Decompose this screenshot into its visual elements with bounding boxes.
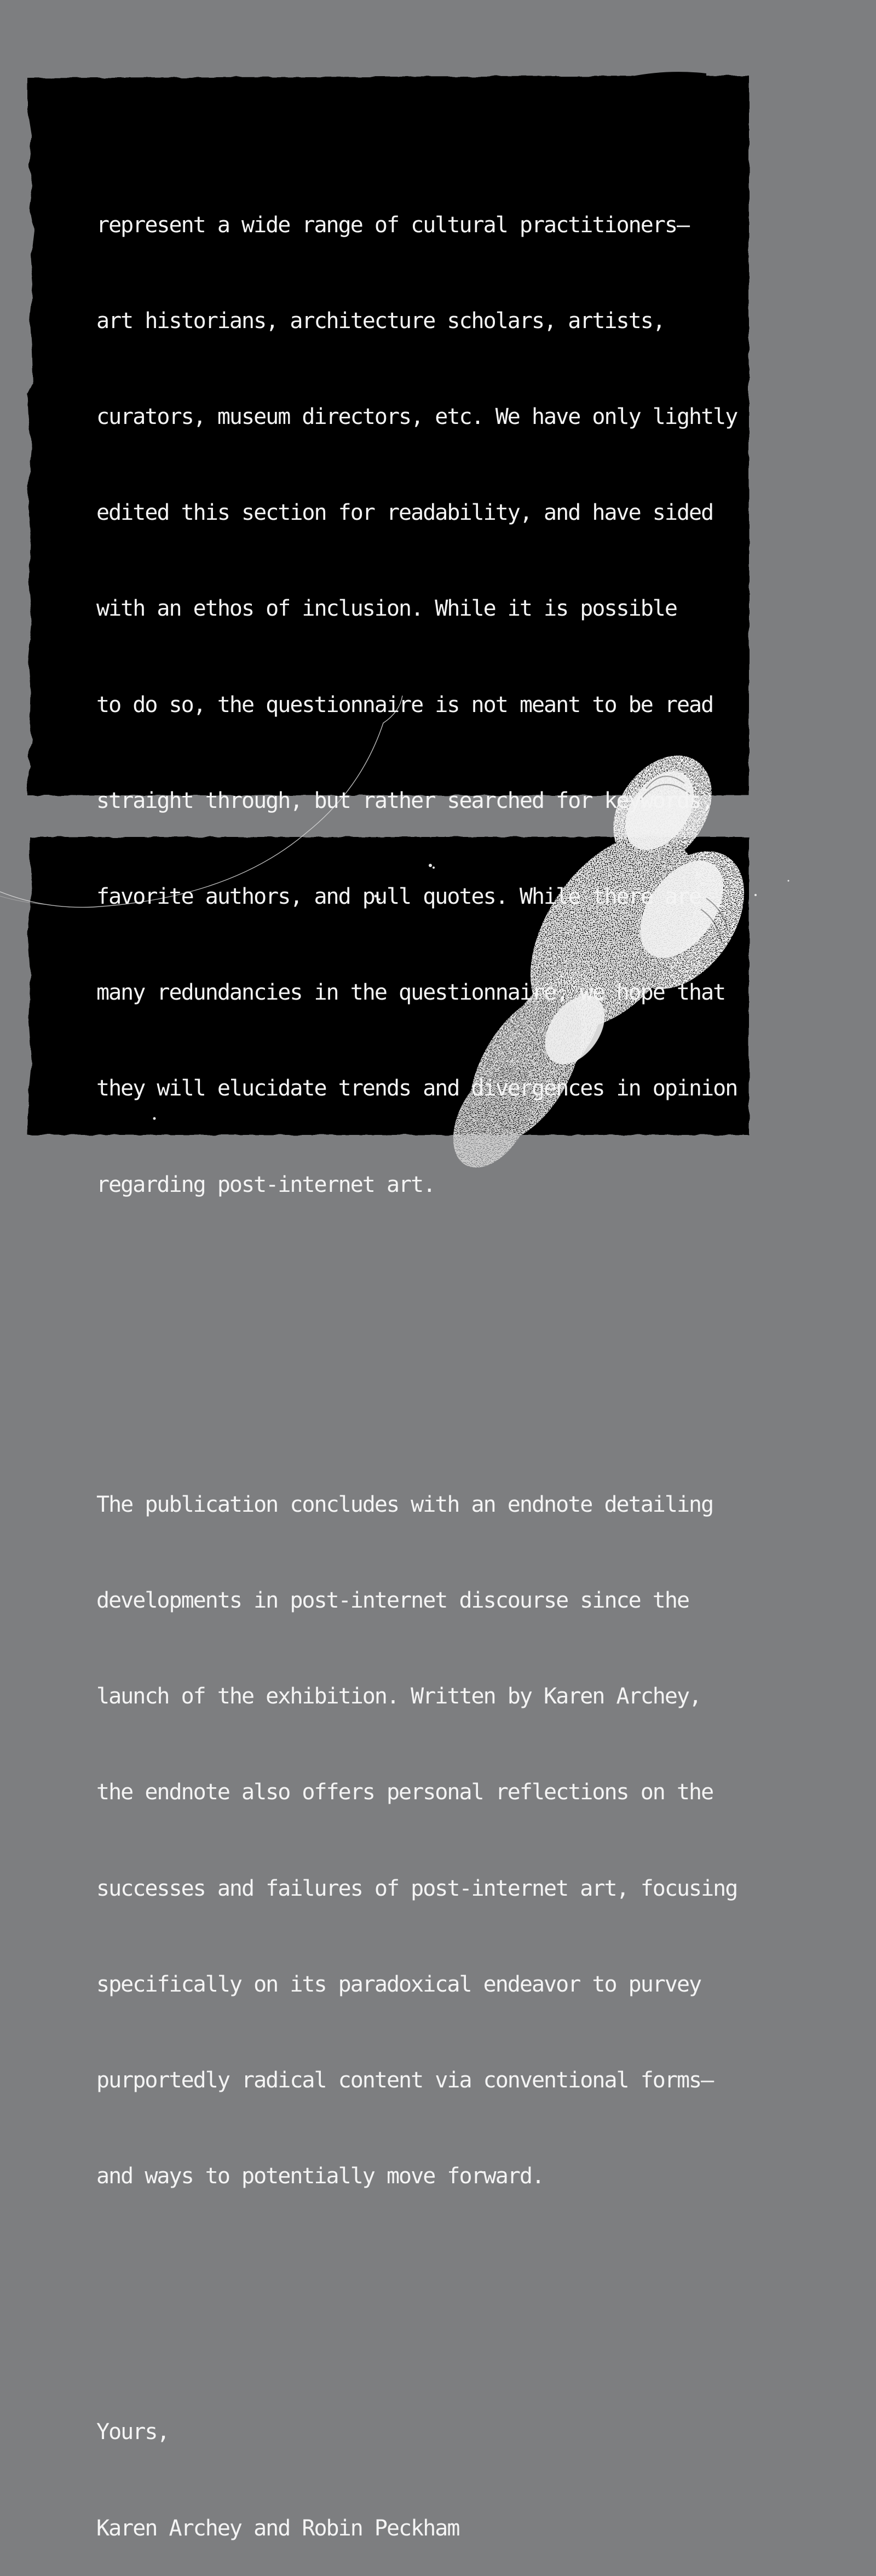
text-line: developments in post-internet discourse since the [96,1587,689,1613]
text-line: to do so, the questionnaire is not meant to be read [96,692,713,718]
letter-text [96,81,786,2576]
paragraph-gap [96,1329,786,1361]
text-line: the endnote also offers personal reflections on the [96,1780,713,1805]
text-line: regarding post-internet art. [96,1172,435,1197]
text-line: many redundancies in the questionnaire, we hope that [96,980,725,1006]
upper-panel-torn-top [630,72,706,81]
text-line: edited this section for readability, and have sided [96,500,713,526]
closing: Yours, [96,2419,169,2445]
paragraph-gap [96,2320,786,2352]
text-line: straight through, but rather searched for keywords, [96,788,713,813]
text-line: with an ethos of inclusion. While it is possible [96,596,677,622]
text-line: art historians, architecture scholars, artists, [96,308,665,334]
text-line: launch of the exhibition. Written by Karen Archey, [96,1684,701,1709]
text-line: and ways to potentially move forward. [96,2164,544,2189]
text-line: represent a wide range of cultural practitioners– [96,212,689,238]
text-line: successes and failures of post-internet art, focusing [96,1875,737,1901]
paragraph-2 [96,1425,786,2256]
text-line: The publication concludes with an endnote detailing [96,1491,713,1517]
text-line: specifically on its paradoxical endeavor to purvey [96,1971,701,1997]
text-line: they will elucidate trends and divergences in opinion [96,1076,737,1101]
text-line: purportedly radical content via conventional forms– [96,2067,713,2093]
text-line: curators, museum directors, etc. We have only lightly [96,404,737,430]
paragraph-1 [96,145,786,1265]
signature: Karen Archey and Robin Peckham [96,2515,459,2541]
text-line: favorite authors, and pull quotes. While there are [96,884,701,910]
